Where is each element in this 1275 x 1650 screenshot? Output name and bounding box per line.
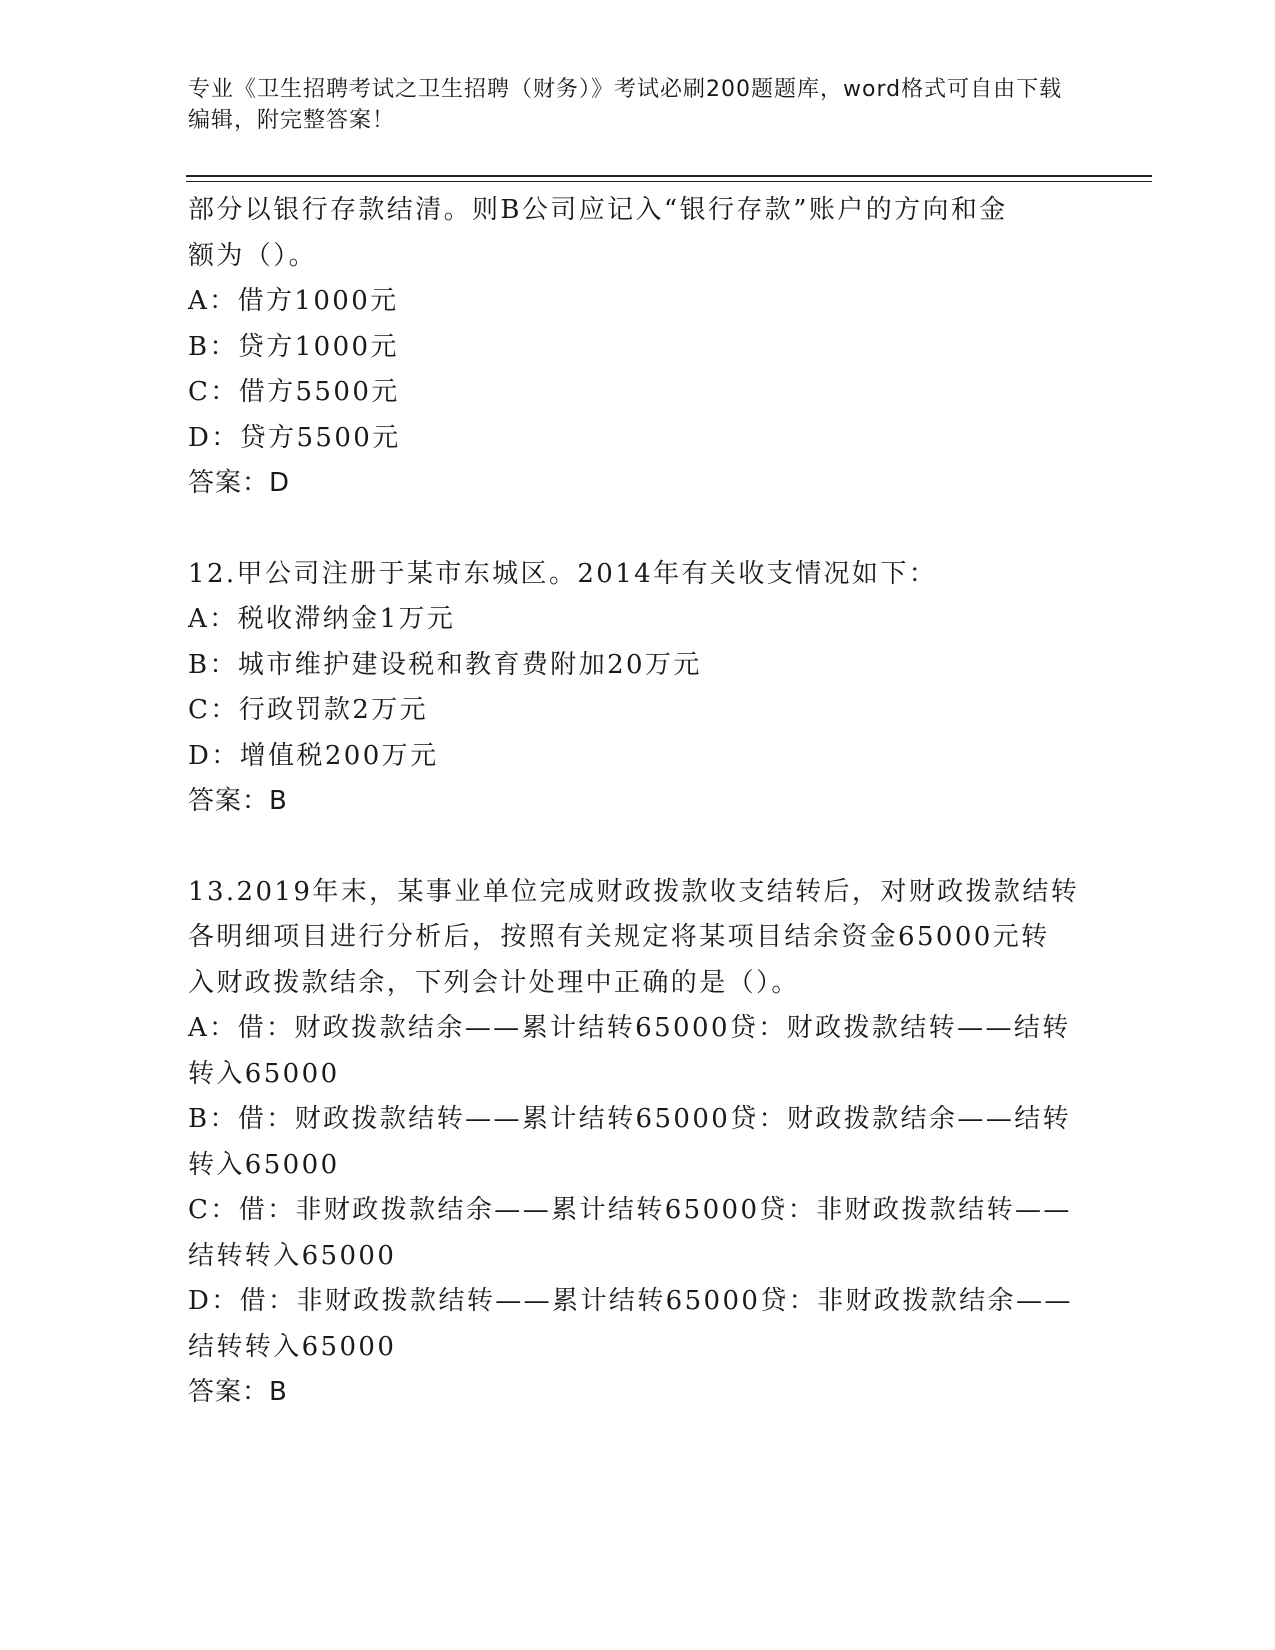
question-stem-line: 12.甲公司注册于某市东城区。2014年有关收支情况如下：: [188, 558, 938, 589]
question-block: [188, 552, 1088, 825]
option-a: A：借：财政拨款结余——累计结转65000贷：财政拨款结转——结转: [188, 1013, 1071, 1043]
option-c: C：借方5500元: [188, 377, 400, 407]
answer-line: 答案：B: [188, 1377, 288, 1407]
option-c: C：借：非财政拨款结余——累计结转65000贷：非财政拨款结转——: [188, 1195, 1072, 1225]
option-b: B：贷方1000元: [188, 331, 399, 362]
option-d: D：增值税200万元: [188, 740, 439, 771]
question-stem-line: 各明细项目进行分析后，按照有关规定将某项目结余资金65000元转: [188, 922, 1050, 952]
answer-line: 答案：D: [188, 468, 291, 498]
question-block: [188, 188, 1088, 507]
option-b: B：借：财政拨款结转——累计结转65000贷：财政拨款结余——结转: [188, 1104, 1072, 1134]
header-title: 专业《卫生招聘考试之卫生招聘（财务）》考试必刷200题题库，word格式可自由下载编辑，附完整答案！: [188, 77, 1063, 133]
option-a: A：借方1000元: [188, 286, 399, 316]
option-d-continued: 结转转入65000: [188, 1331, 397, 1362]
option-b: B：城市维护建设税和教育费附加20万元: [188, 649, 702, 680]
question-stem-line: 入财政拨款结余，下列会计处理中正确的是（）。: [188, 967, 800, 998]
header-divider-thick: [186, 175, 1152, 177]
option-d: D：贷方5500元: [188, 422, 401, 453]
answer-line: 答案：B: [188, 786, 288, 816]
option-a: A：税收滞纳金1万元: [188, 604, 456, 634]
option-a-continued: 转入65000: [188, 1058, 340, 1089]
question-list: [188, 188, 1088, 1416]
document-header: [188, 74, 1068, 136]
option-c: C：行政罚款2万元: [188, 695, 429, 725]
option-d: D：借：非财政拨款结转——累计结转65000贷：非财政拨款结余——: [188, 1286, 1073, 1316]
option-c-continued: 结转转入65000: [188, 1240, 397, 1271]
question-stem-line: 13.2019年末，某事业单位完成财政拨款收支结转后，对财政拨款结转: [188, 876, 1080, 907]
header-divider-thin: [186, 181, 1152, 182]
question-block: [188, 870, 1088, 1416]
option-b-continued: 转入65000: [188, 1149, 340, 1180]
question-stem-line: 额为（）。: [188, 240, 318, 271]
question-stem-line: 部分以银行存款结清。则B公司应记入“银行存款”账户的方向和金: [188, 195, 1008, 225]
